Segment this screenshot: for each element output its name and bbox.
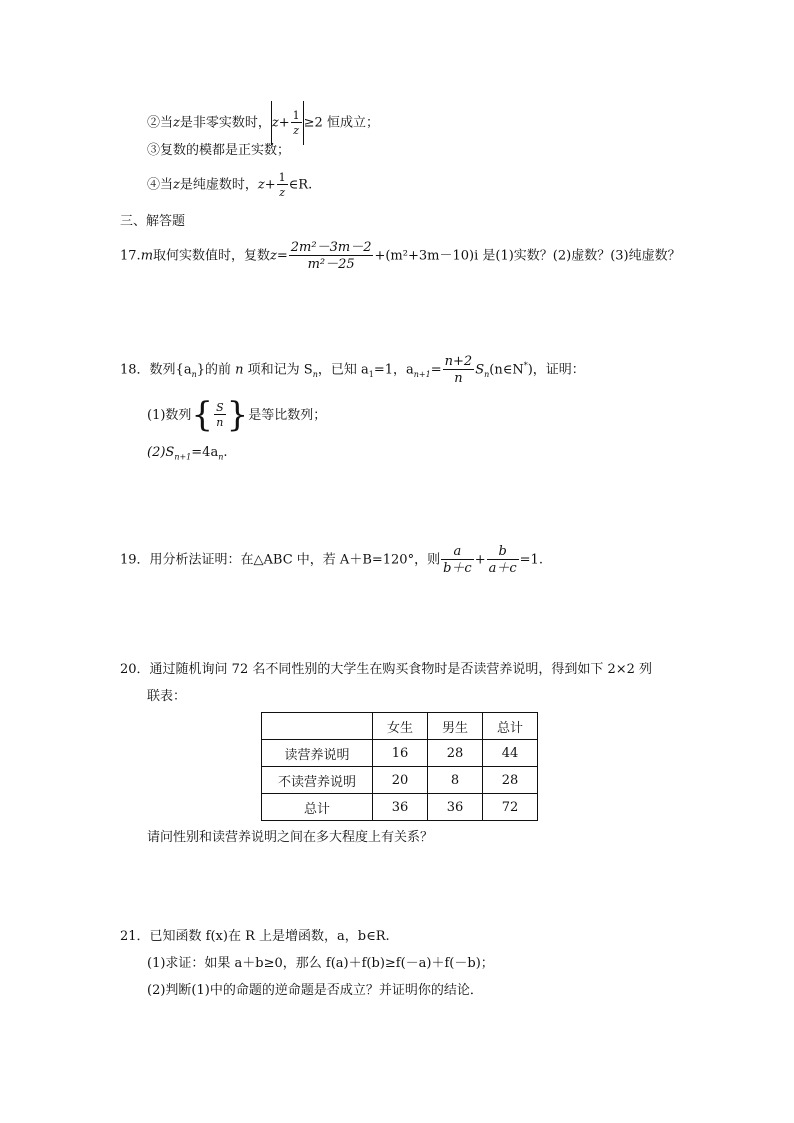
section-heading: 三、解答题 (120, 214, 186, 229)
table-cell: 28 (428, 740, 483, 767)
fraction-one-over-z: $\frac{1}{z}$ (278, 171, 286, 199)
table-cell: 44 (483, 740, 538, 767)
question-18-stem: 18．数列$\{a_n\}$的前 n 项和记为 $S_n$，已知 $a_1=1$，$a_{n+1}=$ $\frac{n+2}{n}$ $S_n(n\in N^*)$，证明： (120, 354, 585, 386)
table-cell: 读营养说明 (262, 740, 373, 767)
table-header-cell (262, 713, 373, 740)
fraction-b-over-a-plus-c: $\frac{b}{a+c}$ (488, 544, 517, 576)
table-cell: 72 (483, 794, 538, 821)
question-21-part-1: (1)求证：如果 a＋b≥0，那么 f(a)＋f(b)≥f(－a)＋f(－b)； (147, 956, 494, 971)
question-17: 17.m取何实数值时，复数z= $\frac{\text{2m²－3m－2}}{\text{m²－25}}$ +(m²+3m－10)i 是(1)实数？(2)虚数？(3)纯虚数？ (120, 240, 681, 272)
question-19: 19．用分析法证明：在△ABC 中，若 A＋B=120°，则 $\frac{a}{b+c}$ + $\frac{b}{a+c}$ =1. (120, 544, 543, 576)
q16-item-4: ④当z是纯虚数时，z+ $\frac{1}{z}$ ∈R. (147, 171, 313, 199)
question-20-ask: 请问性别和读营养说明之间在多大程度上有关系？ (147, 830, 434, 845)
table-row (262, 794, 538, 821)
table-header-cell: 女生 (373, 713, 428, 740)
question-20-line-1: 20．通过随机询问 72 名不同性别的大学生在购买食物时是否读营养说明，得到如下 2×2 列 (120, 662, 653, 677)
question-21-line-1: 21．已知函数 f(x)在 R 上是增函数，a，b∈R. (120, 929, 390, 944)
table-cell: 36 (428, 794, 483, 821)
fraction-a-over-b-plus-c: $\frac{a}{b+c}$ (443, 544, 472, 576)
fraction-one-over-z: $\frac{1}{z}$ (292, 109, 300, 137)
table-row (262, 740, 538, 767)
table-cell: 36 (373, 794, 428, 821)
contingency-table (261, 712, 538, 821)
question-18-part-2: $(2)S_{n+1}=4a_n$. (147, 445, 228, 462)
q16-item-3: ③复数的模都是正实数； (147, 143, 291, 158)
table-cell: 不读营养说明 (262, 767, 373, 794)
table-header-row (262, 713, 538, 740)
table-cell: 8 (428, 767, 483, 794)
question-18-part-1: (1)数列{ $\frac{S}{n}$ }是等比数列； (147, 395, 327, 435)
fraction-sn-over-n: $\frac{S}{n}$ (216, 401, 224, 430)
table-cell: 28 (483, 767, 538, 794)
table-cell: 总计 (262, 794, 373, 821)
table-row (262, 767, 538, 794)
table-header-cell: 总计 (483, 713, 538, 740)
question-21-part-2: (2)判断(1)中的命题的逆命题是否成立？并证明你的结论． (147, 983, 483, 998)
fraction-q18: $\frac{n+2}{n}$ (444, 354, 473, 386)
fraction-q17: $\frac{\text{2m²－3m－2}}{\text{m²－25}}$ (290, 240, 372, 272)
q16-item-2: ②当z是非零实数时，z+ $\frac{1}{z}$ ≥2 恒成立； (147, 101, 379, 145)
question-20-line-2: 联表： (147, 689, 187, 704)
table-cell: 20 (373, 767, 428, 794)
table-cell: 16 (373, 740, 428, 767)
table-header-cell: 男生 (428, 713, 483, 740)
